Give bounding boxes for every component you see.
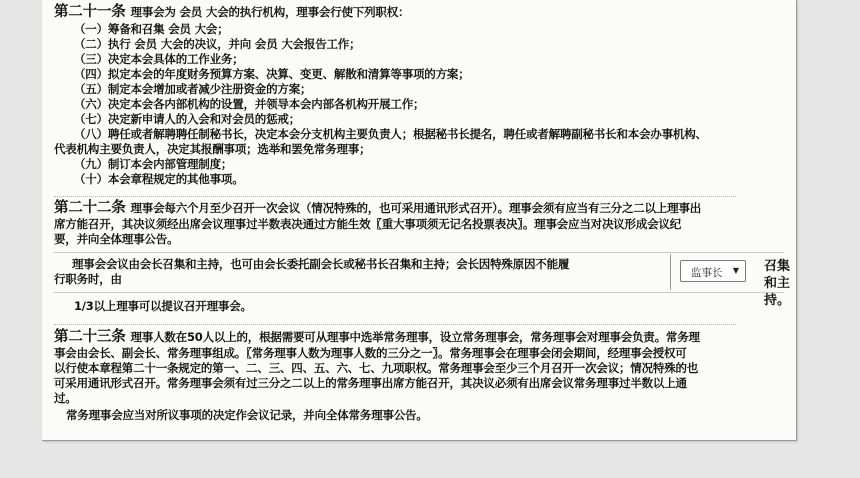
article-21-item: （七）决定新申请人的入会和对会员的惩戒； bbox=[74, 112, 300, 126]
article-21-number: 第二十一条 bbox=[54, 4, 126, 20]
article-22-text-line: 要，并向全体理事公告。 bbox=[54, 232, 179, 246]
divider bbox=[54, 292, 784, 293]
article-23-number: 第二十三条 bbox=[54, 329, 126, 345]
article-23 bbox=[54, 328, 788, 423]
article-23-text-line: 过。 bbox=[54, 391, 77, 405]
article-21-item: （八）聘任或者解聘聘任制秘书长，决定本会分支机构主要负责人；根据秘书长提名，聘任或者解聘副秘书长和本会办事机构、 bbox=[74, 127, 707, 141]
convener-suffix bbox=[764, 258, 796, 309]
convener-dropdown-value: 监事长 bbox=[691, 267, 723, 279]
divider bbox=[54, 196, 736, 197]
article-23-text-line: 理事人数在50人以上的，根据需要可从理事中选举常务理事，设立常务理事会，常务理事会对理事会负责。常务理 bbox=[130, 330, 700, 344]
article-21-item: （一）筹备和召集 会员 大会； bbox=[74, 22, 229, 36]
article-23-text-line: 可采用通讯形式召开。常务理事会须有过三分之二以上的常务理事出席方能召开，其决议必须有出席会议常务理事过半数以上通 bbox=[54, 376, 687, 390]
article-21-item: （二）执行 会员 大会的决议，并向 会员 大会报告工作； bbox=[74, 37, 361, 51]
article-21-item: （六）决定本会各内部机构的设置，并领导本会内部各机构开展工作； bbox=[74, 97, 425, 111]
article-21-item: （四）拟定本会的年度财务预算方案、决算、变更、解散和清算等事项的方案； bbox=[74, 67, 470, 81]
article-21-item: （十）本会章程规定的其他事项。 bbox=[74, 172, 244, 186]
document-page bbox=[42, 0, 797, 441]
article-21-item: （三）决定本会具体的工作业务； bbox=[74, 52, 244, 66]
article-22-number: 第二十二条 bbox=[54, 200, 126, 216]
meeting-rule-line: 行职务时，由 bbox=[54, 272, 122, 286]
divider bbox=[670, 254, 671, 290]
convener-suffix-line: 持。 bbox=[764, 293, 791, 308]
article-22-text-line: 理事会每六个月至少召开一次会议（情况特殊的，也可采用通讯形式召开）。理事会须有应当有三分之二以上理事出 bbox=[130, 201, 702, 215]
meeting-rule-line: 理事会会议由会长召集和主持，也可由会长委托副会长或秘书长召集和主持；会长因特殊原因不能履 bbox=[72, 257, 570, 271]
article-22 bbox=[54, 199, 788, 247]
article-21-item-continued: 代表机构主要负责人，决定其报酬事项；选举和罢免常务理事； bbox=[54, 142, 371, 156]
article-23-text-line: 事会由会长、副会长、常务理事组成。〖常务理事人数为理事人数的三分之一〗。常务理事会在理事会闭会期间，经理事会授权可 bbox=[54, 346, 687, 360]
convener-dropdown[interactable] bbox=[680, 260, 746, 282]
article-23-text-line: 以行使本章程第二十一条规定的第一、二、三、四、五、六、七、九项职权。常务理事会至少三个月召开一次会议；情况特殊的也 bbox=[54, 361, 699, 375]
divider bbox=[54, 252, 784, 253]
proposal-rule: 1/3以上理事可以提议召开理事会。 bbox=[74, 299, 252, 313]
article-21-item: （五）制定本会增加或者减少注册资金的方案； bbox=[74, 82, 312, 96]
article-23-record: 常务理事会应当对所议事项的决定作会议记录，并向全体常务理事公告。 bbox=[66, 408, 428, 422]
chevron-down-icon: ▼ bbox=[732, 266, 739, 275]
article-21-intro: 理事会为 会员 大会的执行机构，理事会行使下列职权： bbox=[130, 5, 410, 19]
article-21 bbox=[54, 2, 788, 187]
divider bbox=[54, 324, 736, 325]
article-22-text-line: 席方能召开，其决议须经出席会议理事过半数表决通过方能生效〖重大事项须无记名投票表决〗。理事会应当对决议形成会议纪 bbox=[54, 217, 682, 231]
convener-suffix-line: 召集和主 bbox=[764, 259, 791, 291]
meeting-rule bbox=[54, 255, 624, 287]
article-21-item: （九）制订本会内部管理制度； bbox=[74, 157, 233, 171]
